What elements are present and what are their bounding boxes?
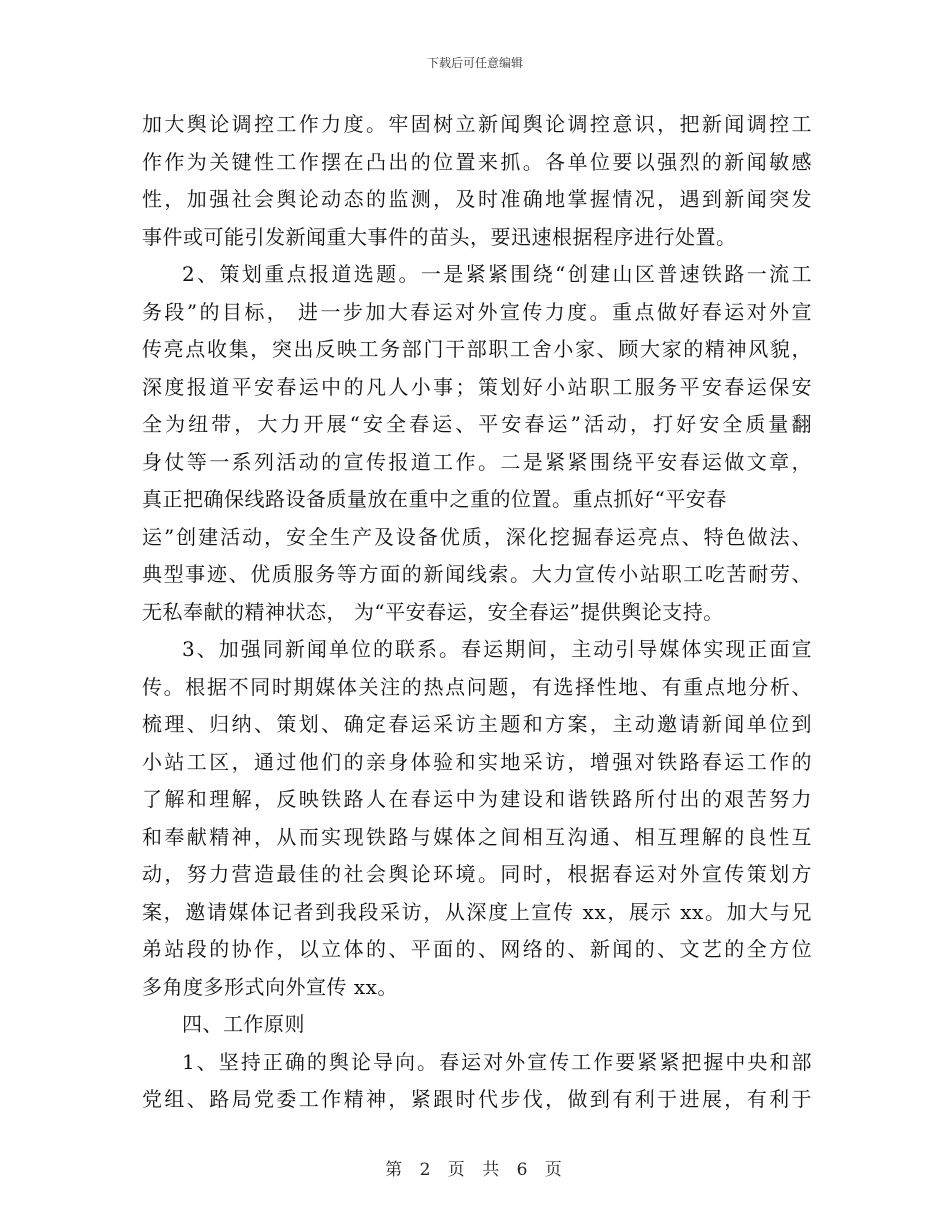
text-line: 典型事迹、优质服务等方面的新闻线索。大力宣传小站职工吃苦耐劳、 — [142, 562, 812, 586]
text-line: 性，加强社会舆论动态的监测，及时准确地掌握情况，遇到新闻突发 — [142, 187, 812, 211]
text-line: 全为纽带，大力开展“安全春运、平安春运”活动，打好安全质量翻 — [142, 412, 812, 436]
text-line: 1、坚持正确的舆论导向。春运对外宣传工作要紧紧把握中央和部 — [182, 1049, 812, 1074]
text-line: 2、策划重点报道选题。一是紧紧围绕“创建山区普速铁路一流工 — [182, 262, 812, 286]
page-header-note: 下载后可任意编辑 — [426, 56, 523, 70]
text-line: 运”创建活动，安全生产及设备优质，深化挖掘春运亮点、特色做法、 — [142, 524, 812, 549]
text-line: 多角度多形式向外宣传 xx。 — [142, 974, 398, 999]
text-line: 案，邀请媒体记者到我段采访，从深度上宣传 xx，展示 xx。加大与兄 — [142, 899, 812, 924]
text-line: 和奉献精神，从而实现铁路与媒体之间相互沟通、相互理解的良性互 — [142, 824, 812, 849]
section-heading: 四、工作原则 — [182, 1012, 305, 1036]
text-line: 梳理、归纳、策划、确定春运采访主题和方案，主动邀请新闻单位到 — [142, 712, 812, 736]
text-line: 加大舆论调控工作力度。牢固树立新闻舆论调控意识，把新闻调控工 — [142, 112, 812, 136]
text-line: 真正把确保线路设备质量放在重中之重的位置。重点抓好“平安春 — [142, 487, 727, 511]
text-line: 小站工区，通过他们的亲身体验和实地采访，增强对铁路春运工作的 — [142, 749, 812, 774]
text-line: 深度报道平安春运中的凡人小事；策划好小站职工服务平安春运保安 — [142, 374, 812, 399]
text-line: 务段”的目标， 进一步加大春运对外宣传力度。重点做好春运对外宣 — [142, 299, 812, 324]
text-line: 传。根据不同时期媒体关注的热点问题，有选择性地、有重点地分析、 — [142, 674, 812, 699]
document-body — [142, 106, 812, 1119]
text-line: 了解和理解，反映铁路人在春运中为建设和谐铁路所付出的艰苦努力 — [142, 787, 812, 811]
page-number: 第 2 页 共 6 页 — [385, 1160, 565, 1180]
text-line: 3、加强同新闻单位的联系。春运期间，主动引导媒体实现正面宣 — [182, 637, 812, 661]
text-line: 作作为关键性工作摆在凸出的位置来抓。各单位要以强烈的新闻敏感 — [142, 149, 812, 174]
text-line: 传亮点收集，突出反映工务部门干部职工舍小家、顾大家的精神风貌， — [142, 337, 812, 361]
text-line: 动，努力营造最佳的社会舆论环境。同时，根据春运对外宣传策划方 — [142, 862, 812, 886]
text-line: 党组、路局党委工作精神，紧跟时代步伐，做到有利于进展，有利于 — [142, 1087, 812, 1111]
text-line: 弟站段的协作，以立体的、平面的、网络的、新闻的、文艺的全方位 — [142, 937, 812, 961]
text-line: 身仗等一系列活动的宣传报道工作。二是紧紧围绕平安春运做文章， — [142, 449, 812, 474]
text-line: 无私奉献的精神状态， 为“平安春运，安全春运”提供舆论支持。 — [142, 599, 724, 624]
text-line: 事件或可能引发新闻重大事件的苗头，要迅速根据程序进行处置。 — [142, 224, 737, 249]
